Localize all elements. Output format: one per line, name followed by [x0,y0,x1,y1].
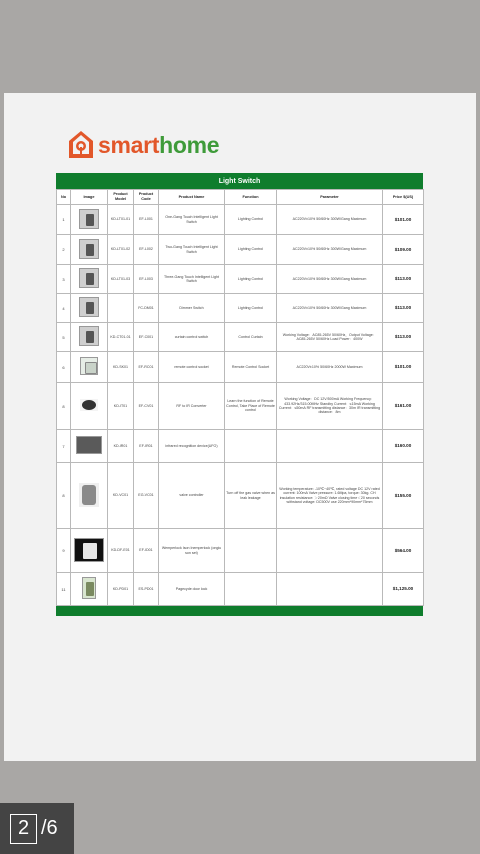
product-image [74,538,104,562]
cell-image [71,235,108,265]
house-logo-icon [68,130,94,160]
cell-price: $109.00 [383,235,424,265]
cell-no: 8 [57,463,71,529]
header-no: No [57,190,71,205]
cell-code: EF-C001 [134,323,159,352]
total-pages: /6 [41,817,58,839]
cell-image [71,205,108,235]
table-row [57,430,424,463]
header-code: Product Code [134,190,159,205]
cell-parameter [277,529,383,573]
smarthome-logo [68,128,219,162]
cell-model: KD-IR01 [108,430,134,463]
brand-home-text: home [159,131,220,158]
product-spec-table [56,189,424,606]
cell-function: Lighting Control [225,265,277,294]
cell-code: ES-PD01 [134,573,159,606]
cell-product-name: Dimmer Switch [159,294,225,323]
product-image [76,436,102,454]
cell-product-name: Wemperlock Ison Inemperlock (ongiu son set) [159,529,225,573]
cell-no: 7 [57,430,71,463]
table-row [57,529,424,573]
product-image [79,209,99,229]
cell-price: $160.00 [383,430,424,463]
cell-function: Turn off the gas valve when as leak leakage [225,463,277,529]
header-name: Product Name [159,190,225,205]
cell-no: 1 [57,205,71,235]
table-row [57,323,424,352]
cell-code: EF-L001 [134,205,159,235]
cell-code: EF-L002 [134,235,159,265]
cell-function [225,430,277,463]
cell-function: Lighting Control [225,205,277,235]
cell-image [71,294,108,323]
cell-price: $113.00 [383,294,424,323]
cell-code: EF-RC01 [134,352,159,383]
cell-image [71,383,108,430]
header-price: Price $(US) [383,190,424,205]
product-image [79,326,99,346]
cell-product-name: RF to IR Converter [159,383,225,430]
cell-product-name: Two-Gang Touch Intelligent Light Switch [159,235,225,265]
cell-code: EF-ID01 [134,529,159,573]
cell-code: EF-CV01 [134,383,159,430]
cell-price: $113.00 [383,323,424,352]
cell-parameter: Working temperature: -10℃~40℃, rated voltage DC 12V rated current: 100mA Valve pressure: 1.6Mpa, torque: 30kg. CH insulation resistance: ＞20mΩ Valve closing time＜20 seconds withstand voltage: DC500V use 220mm*90mm*75mm [277,463,383,529]
page-indicator[interactable] [0,803,74,854]
cell-no: 4 [57,294,71,323]
cell-model: KD-CT01-01 [108,323,134,352]
cell-model: KD-LT01-03 [108,265,134,294]
cell-function: Control Curtain [225,323,277,352]
table-row [57,294,424,323]
cell-image [71,352,108,383]
cell-no: 2 [57,235,71,265]
cell-model [108,294,134,323]
cell-price: $1,125.00 [383,573,424,606]
cell-product-name: remote control socket [159,352,225,383]
product-image [80,357,98,375]
cell-product-name: valve controller [159,463,225,529]
cell-parameter: AC220V±10% 50/60Hz 2000W Maximum [277,352,383,383]
product-image [79,239,99,259]
header-image: Image [71,190,108,205]
cell-function: Lighting Control [225,235,277,265]
cell-code: FC-DM01 [134,294,159,323]
table-row [57,352,424,383]
cell-function: Remote Control Socket [225,352,277,383]
table-footer-bar [56,606,423,616]
cell-code: EF-L003 [134,265,159,294]
cell-image [71,463,108,529]
cell-function [225,573,277,606]
cell-parameter: Working Voltage：DC 12V/500mA Working Frequency：433.92Hz/315.00MHz Standby Current：≤15mA Working Current：≤50mA RF transmitting distance：30m IR transmitting distance：8m [277,383,383,430]
cell-no: 3 [57,265,71,294]
cell-parameter: AC220V±10% 50/60Hz 300W/Gang Maximum [277,235,383,265]
cell-image [71,265,108,294]
current-page-number: 2 [10,814,37,844]
table-row [57,265,424,294]
cell-price: $101.00 [383,205,424,235]
cell-function [225,529,277,573]
cell-function: Learn the function of Remote Control, Take Place of Remote control [225,383,277,430]
product-image [80,399,98,411]
cell-parameter [277,573,383,606]
cell-image [71,430,108,463]
cell-parameter [277,430,383,463]
cell-no: 9 [57,529,71,573]
cell-model: KD-PD01 [108,573,134,606]
table-row [57,573,424,606]
cell-product-name: Three-Gang Touch Intelligent Light Switch [159,265,225,294]
cell-model: KD-SK01 [108,352,134,383]
cell-price: $161.00 [383,383,424,430]
header-function: Function [225,190,277,205]
cell-product-name: Pagecyde door lock [159,573,225,606]
cell-code: EG-VC01 [134,463,159,529]
cell-parameter: Working Voltage：AC85-265V 50/60Hz，Output Voltage：AC85-265V 50/60Hz Load Power：400W [277,323,383,352]
cell-code: EF-IR01 [134,430,159,463]
cell-model: KD-LT01-01 [108,205,134,235]
table-row [57,205,424,235]
cell-model: KD-IT01 [108,383,134,430]
product-image [79,297,99,317]
cell-image [71,573,108,606]
cell-product-name: One-Gang Touch Intelligent Light Switch [159,205,225,235]
cell-model: KD-LT01-02 [108,235,134,265]
product-image [82,577,96,599]
cell-image [71,529,108,573]
cell-image [71,323,108,352]
cell-no: 8 [57,383,71,430]
cell-parameter: AC220V±10% 50/60Hz 300W/Gang Maximum [277,265,383,294]
cell-price: $113.00 [383,265,424,294]
cell-no: 11 [57,573,71,606]
header-parameter: Parameter [277,190,383,205]
cell-product-name: infrared recognition device(UFO) [159,430,225,463]
cell-price: $155.00 [383,463,424,529]
cell-price: $564.00 [383,529,424,573]
table-row [57,463,424,529]
cell-no: 5 [57,323,71,352]
cell-model: KD-VC01 [108,463,134,529]
header-model: Product Model [108,190,134,205]
table-row [57,235,424,265]
cell-price: $101.00 [383,352,424,383]
product-image [79,268,99,288]
cell-parameter: AC220V±10% 50/60Hz 300W/Gang Maximum [277,205,383,235]
table-title: Light Switch [218,177,261,185]
brand-smart-text: smart [98,131,160,158]
cell-function: Lighting Control [225,294,277,323]
table-header-row [57,190,424,205]
cell-model: KD-DF-E01 [108,529,134,573]
cell-no: 6 [57,352,71,383]
table-title-banner [56,173,423,189]
table-row [57,383,424,430]
product-image [79,483,99,507]
cell-parameter: AC220V±10% 50/60Hz 300W/Gang Maximum [277,294,383,323]
cell-product-name: curtain control switch [159,323,225,352]
